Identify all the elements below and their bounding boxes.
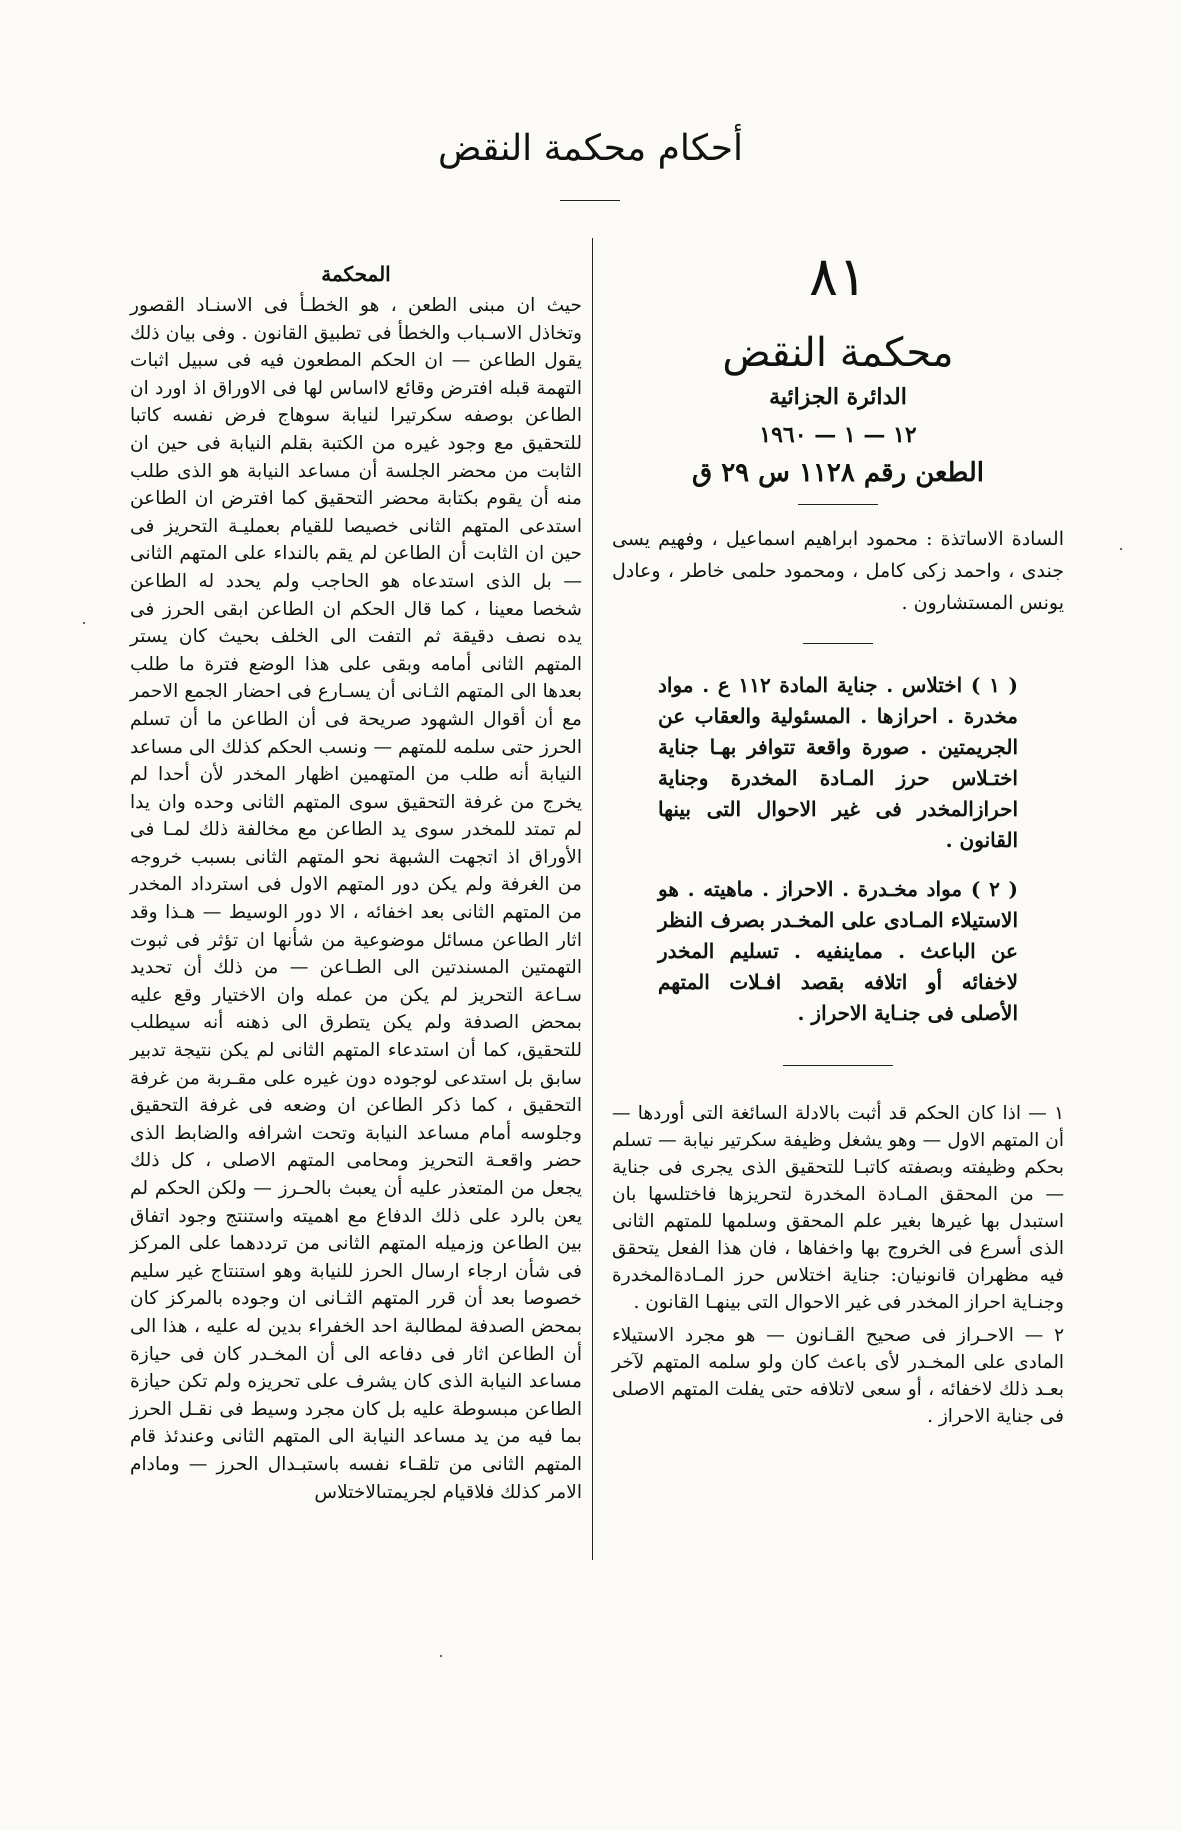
judgment-date: ١٢ — ١ — ١٩٦٠ [759,422,917,448]
section-rule [803,643,873,644]
reasoning-body: حيث ان مبنى الطعن ، هو الخطـأ فى الاسنـاد القصور وتخاذل الاسـباب والخطأ فى تطبيق القانون . وفى بيان ذلك يقول الطاعن — ان الحكم المطعون فيه فى سبيل اثبات التهمة قبله افترض وقائع لااساس لها فى الاوراق اذ اورد ان الطاعن بوصفه سكرتيرا لنيابة سوهاج فرض نفسه كاتبا للتحقيق مع وجود غيره من الكتبة بقلم النيابة فى حين ان الثابت من محضر الجلسة أن مساعد النيابة هو الذى طلب منه أن يقوم بكتابة محضر التحقيق كما افترض ان الطاعن استدعى المتهم الثانى خصيصا للقيام بعمليـة التحريز فى حين ان الثابت أن الطاعن لم يقم بالنداء على المتهم الثانى — بل الذى استدعاه هو الحاجب ولم يحدد له الطاعن شخصا معينا ، كما قال الحكم ان الطاعن ابقى الحرز فى يده نصف دقيقة ثم التفت الى الخلف بحيث كان يستر المتهم الثانى أمامه وبقى على هذا الوضع فترة ما طلب بعدها الى المتهم الثـانى أن يسـارع فى احضار الجمع الاحمر مع أن أقوال الشهود صريحة فى أن الطاعن ما أن تسلم الحرز حتى سلمه للمتهم — ونسب الحكم كذلك الى مساعد النيابة أنه طلب من المتهمين اظهار المخدر لأن أحدا لم يخرج من غرفة التحقيق سوى المتهم الثانى وحده وان يدا لم تمتد للمخدر سوى يد الطاعن مع مخالفة ذلك لمـا فى الأوراق اذ اتجهت الشبهة نحو المتهم الثانى بسبب خروجه من الغرفة ولم يكن دور المتهم الاول فى استرداد المخدر من المتهم الثانى بعد اخفائه ، الا دور الوسيط — هـذا وقد اثار الطاعن مسائل موضوعية من شأنها ان تؤثر فى ثبوت التهمتين المسندتين الى الطـاعن — من ذلك أن تحديد سـاعة التحريز لم يكن من عمله وان الاختيار وقع عليه بمحض الصدفة ولم يكن يتطرق الى ذهنه أنه سيطلب للتحقيق، كما أن استدعاء المتهم الثانى لم يكن نتيجة تدبير سابق بل استدعى لوجوده دون غيره على مقـربة من غرفة التحقيق ، كما ذكر الطاعن ان وضعه فى غرفة التحقيق وجلوسه أمام مساعد النيابة وتحت اشرافه والضابط الذى حضر واقعـة التحريز ومحامى المتهم الاصلى ، كل ذلك يجعل من المتعذر عليه أن يعبث بالحـرز — ولكن الحكم لم يعن بالرد على ذلك الدفاع مع اهميته واستنتج وجود اتفاق بين الطاعن وزميله المتهم الثانى من ترددهما على المركز فى شأن ارجاء ارسال الحرز للنيابة وهو استنتاج غير سليم خصوصا بعد أن قرر المتهم الثـانى ان وجوده بالمركز كان بمحض الصدفة لمطالبة احد الخفراء بدين له عليه ، هذا الى أن الطاعن اثار فى دفاعه الى أن المخـدر كان فى حيازة مساعد النيابة الذى كان يشرف على تحريزه ولم تكن حيازة الطاعن مبسوطة عليه بل كان مجرد وسيط فى نقـل الحرز بما فيه من يد مساعد النيابة الى المتهم الثانى وعندئذ قام المتهم الثانى من تلقـاء نفسه باستبـدال الحرز — ومادام الامر كذلك فلاقيام لجريمتىالاختلاس [130,295,582,1503]
court-name: محكمة النقض [722,330,954,376]
scan-speck [1120,548,1122,550]
column-divider [592,238,593,1560]
chamber-name: الدائرة الجزائية [769,384,907,410]
summary-item-1: ١ — اذا كان الحكم قد أثبت بالادلة السائغة التى أوردها — أن المتهم الاول — وهو يشغل وظيفة سكرتير نيابة — تسلم بحكم وظيفته وبصفته كاتبـا للتحقيق الذى يجرى فى جناية — من المحقق المـادة المخدرة لتحريزها فاختلسها بان استبدل بها غيرها بغير علم المحقق وسلمها للمتهم الثانى الذى أسرع فى الخروج بها واخفاها ، فان هذا الفعل يتحقق فيه مظهران قانونيان: جناية اختلاس حرز المـادةالمخدرة وجنـاية احراز المخدر فى غير الاحوال التى بينهـا القانون . [612,1103,1064,1313]
syllabus-item-2: ( ٢ ) مواد مخـدرة . الاحراز . ماهيته . هو الاستيلاء المـادى على المخـدر بصرف النظر عن الباعث . مماينفيه . تسليم المخدر لاخفائه أو اتلافه بقصد افـلات المتهم الأصلى فى جنـاية الاحراز . [658,877,1018,1025]
judges-list: السادة الاساتذة : محمود ابراهيم اسماعيل ، وفهيم يسى جندى ، واحمد زكى كامل ، ومحمود حلمى خاطر ، وعادل يونس المستشارون . [612,528,1064,614]
section-rule [783,1065,893,1066]
scan-speck [440,1655,442,1657]
page-header-title: أحكام محكمة النقض [438,128,743,169]
summary-item-2: ٢ — الاحـراز فى صحيح القـانون — هو مجرد الاستيلاء المادى على المخـدر لأى باعث كان ولو سلمه المتهم لآخر بعـد ذلك لاخفائه ، أو سعى لاتلافه حتى يفلت المتهم الاصلى فى جناية الاحراز . [612,1325,1064,1427]
case-column [612,245,1064,1436]
section-rule [798,504,878,505]
syllabus-item-1: ( ١ ) اختلاس . جناية المادة ١١٢ ع . مواد مخدرة . احرازها . المسئولية والعقاب عن الجريمتين . صورة واقعة تتوافر بهـا جناية اختـلاس حرز المـادة المخدرة وجناية احرازالمخدر فى غير الاحوال التى بينها القانون . [658,673,1018,852]
header-rule [560,200,620,201]
reasoning-heading: المحكمة [321,262,391,286]
reasoning-column [130,262,582,1506]
case-number: ٨١ [808,245,867,308]
appeal-number: الطعن رقم ١١٢٨ س ٢٩ ق [691,458,985,488]
scan-speck [83,622,85,624]
